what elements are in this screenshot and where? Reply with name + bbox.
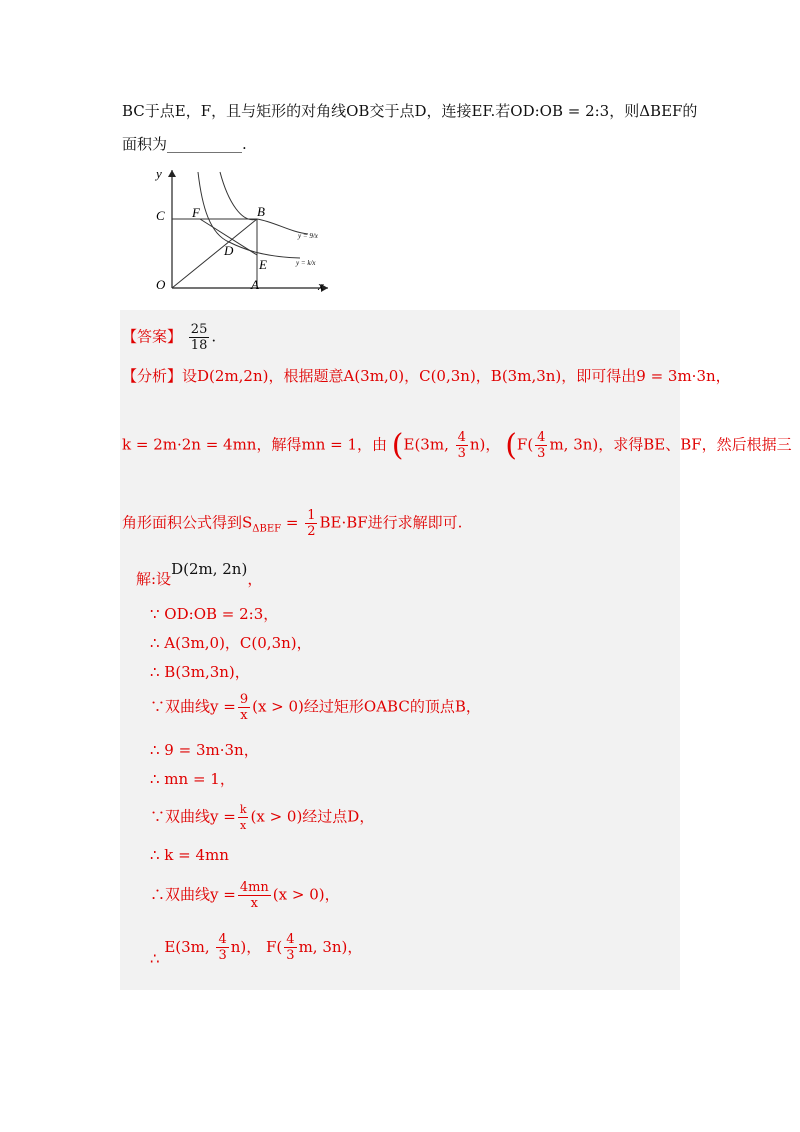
point-e: E(3m, $\frac{4}{3}$ n)， (164, 932, 262, 963)
solution-step-1: ∵ OD:OB = 2:3， (150, 605, 279, 623)
analysis-text-2a: k = 2m·2n = 4mn，解得mn = 1，由 (122, 435, 387, 454)
answer-denominator: 18 (190, 338, 208, 353)
label-y: y (156, 166, 162, 181)
question-line-2: 面积为__________. (122, 135, 247, 153)
analysis-point-e-post: n)， (469, 435, 501, 454)
analysis-point-e-pre: E(3m, (403, 435, 454, 454)
label-c: C (156, 208, 165, 223)
label-a: A (251, 277, 259, 292)
curve2-label: y = k/x (296, 259, 316, 267)
label-x: x (318, 278, 324, 293)
analysis-half: $\frac{1}{2}$ (307, 508, 316, 539)
label-b: B (257, 204, 265, 219)
answer-tail: . (211, 327, 217, 346)
answer-tag: 【答案】 (122, 327, 183, 346)
solution-step-5: ∴ 9 = 3m·3n， (150, 741, 259, 759)
solution-step-3: ∴ B(3m,3n)， (150, 663, 250, 681)
solution-step-0: 解:设D(2m, 2n)， (136, 560, 263, 588)
answer-numerator: 25 (190, 322, 208, 337)
analysis-text-2e: m, 3n)，求得BE、BF，然后根据三 (549, 435, 792, 454)
question-line-1: BC于点E，F，且与矩形的对角线OB交于点D，连接EF.若OD:OB = 2:3，则ΔBEF的 (122, 102, 698, 120)
answer-fraction (189, 322, 210, 353)
point-f: F( $\frac{4}{3}$ m, 3n)， (266, 932, 363, 963)
analysis-line-3: 角形面积公式得到$S_{\Delta BEF}$ = $\frac{1}{2}$ BE·BF进行求解即可. (122, 508, 463, 539)
label-e: E (259, 257, 267, 272)
curve1-label: y = 9/x (298, 232, 318, 240)
analysis-tag: 【分析】 (122, 367, 183, 385)
solution-step-6: ∴ mn = 1， (150, 770, 235, 788)
analysis-line-1 (122, 365, 731, 386)
analysis-text-3a: 角形面积公式得到S (122, 513, 253, 532)
answer-line (122, 322, 216, 353)
analysis-point-f-pre: F( (516, 435, 534, 454)
label-o: O (156, 277, 166, 292)
solution-step-9: ∴双曲线y = $\frac{4mn}{x}$ (x > 0)， (150, 880, 340, 911)
analysis-line-2: k = 2m·2n = 4mn，解得mn = 1，由 (E(3m, $\frac{4}{3}$ n)， (F( $\frac{4}{3}$ m, 3n)，求得BE、BF，然后根据三 (122, 428, 792, 463)
hyperbola-rectangle-figure (150, 162, 340, 297)
analysis-sub: ΔBEF (252, 523, 282, 535)
solution-step-8: ∴ k = 4mn (150, 846, 229, 864)
solution-step-4: ∵双曲线y = $\frac{9}{x}$ (x > 0)经过矩形OABC的顶点B， (150, 692, 481, 723)
analysis-text-1: 设D(2m,2n)，根据题意A(3m,0)，C(0,3n)，B(3m,3n)，即可得出9 = 3m·3n， (182, 367, 731, 385)
solution-step-10: ∴ E(3m, $\frac{4}{3}$ n)， F( $\frac{4}{3}$ m, 3n)， (150, 932, 363, 968)
analysis-frac-e: $\frac{4}{3}$ (457, 430, 466, 461)
label-d: D (224, 243, 234, 258)
solution-step-2: ∴ A(3m,0)，C(0,3n)， (150, 634, 312, 652)
analysis-frac-f: $\frac{4}{3}$ (537, 430, 546, 461)
label-f: F (192, 205, 200, 220)
analysis-text-3c: BE·BF进行求解即可. (319, 513, 463, 532)
solution-step-7: ∵双曲线y = $\frac{k}{x}$ (x > 0)经过点D， (150, 803, 375, 832)
